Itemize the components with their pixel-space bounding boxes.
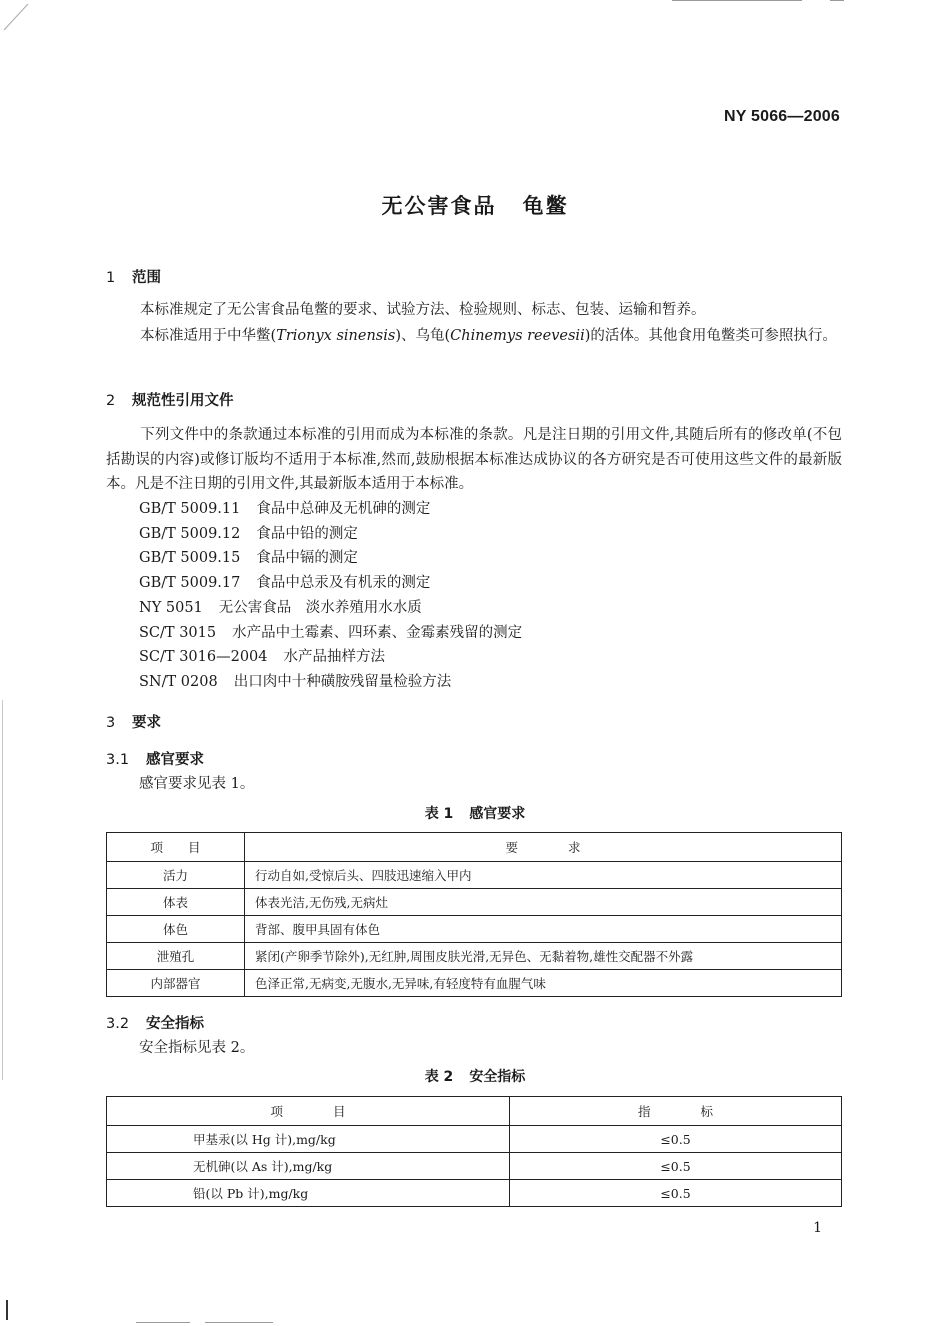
reference-code: SC/T 3015 — [139, 624, 217, 641]
row-requirement: 行动自如,受惊后头、四肢迅速缩入甲内 — [245, 862, 842, 889]
section-title: 规范性引用文件 — [132, 393, 234, 409]
section-title: 要求 — [132, 715, 161, 731]
reference-code: GB/T 5009.11 — [139, 501, 241, 517]
scope-text-2c: )的活体。其他食用龟鳖类可参照执行。 — [584, 328, 837, 344]
reference-item — [139, 621, 522, 646]
row-item: 体色 — [107, 916, 245, 943]
scope-paragraph-2 — [106, 324, 842, 349]
corner-scratch-mark — [0, 0, 40, 40]
row-item: 铅(以 Pb 计),mg/kg — [107, 1180, 510, 1207]
latin-name-chinemys: Chinemys reevesii — [450, 328, 585, 344]
scope-text-2a: 本标准适用于中华鳖( — [140, 328, 277, 344]
section-2-heading — [106, 389, 234, 410]
reference-item — [139, 497, 522, 522]
header-item: 项 目 — [107, 1097, 510, 1126]
reference-item — [139, 596, 522, 621]
row-item: 活力 — [107, 862, 245, 889]
bottom-scan-line — [136, 1322, 190, 1323]
reference-item — [139, 645, 522, 670]
latin-name-trionyx: Trionyx sinensis — [276, 328, 396, 344]
section-number: 3 — [106, 715, 116, 731]
section-3-2-heading — [106, 1012, 204, 1033]
row-value: ≤0.5 — [510, 1126, 842, 1153]
section-title: 安全指标 — [146, 1016, 204, 1032]
title-part-2: 龟鳖 — [522, 194, 569, 218]
row-requirement: 紧闭(产卵季节除外),无红肿,周围皮肤光滑,无异色、无黏着物,雄性交配器不外露 — [245, 943, 842, 970]
reference-title: 食品中总汞及有机汞的测定 — [256, 575, 431, 592]
reference-title: 无公害食品 淡水养殖用水水质 — [218, 599, 422, 616]
row-item: 泄殖孔 — [107, 943, 245, 970]
section-number: 2 — [106, 393, 116, 409]
document-title — [0, 190, 950, 220]
reference-code: SN/T 0208 — [139, 673, 218, 690]
table-header-row — [107, 833, 842, 862]
scope-paragraph-1 — [106, 298, 842, 323]
row-item: 甲基汞(以 Hg 计),mg/kg — [107, 1126, 510, 1153]
row-requirement: 体表光洁,无伤残,无病灶 — [245, 889, 842, 916]
section-title: 范围 — [132, 270, 161, 286]
reference-item — [139, 670, 522, 695]
reference-title: 出口肉中十种磺胺残留量检验方法 — [233, 673, 452, 690]
section-number: 3.2 — [106, 1016, 130, 1032]
table-2-caption — [0, 1066, 950, 1086]
reference-list — [139, 497, 522, 695]
title-part-1: 无公害食品 — [381, 194, 497, 218]
standard-number: NY 5066—2006 — [724, 108, 840, 125]
section-3-1-heading — [106, 748, 204, 769]
references-intro-text: 下列文件中的条款通过本标准的引用而成为本标准的条款。凡是注日期的引用文件,其随后所有的修改单(不包括勘误的内容)或修订版均不适用于本标准,然而,鼓励根据本标准达成协议的各方研究是否可使用这些文件的最新版本。凡是不注日期的引用文件,其最新版本适用于本标准。 — [106, 427, 842, 492]
section-number: 1 — [106, 270, 116, 286]
section-title: 感官要求 — [146, 752, 204, 768]
safety-intro: 安全指标见表 2。 — [139, 1040, 255, 1056]
row-value: ≤0.5 — [510, 1180, 842, 1207]
table-row — [107, 889, 842, 916]
left-scan-tick — [6, 1300, 8, 1320]
table-row — [107, 943, 842, 970]
table-row — [107, 862, 842, 889]
header-value: 指 标 — [510, 1097, 842, 1126]
table-1-number: 表 1 — [424, 806, 454, 822]
scope-text-1: 本标准规定了无公害食品龟鳖的要求、试验方法、检验规则、标志、包装、运输和暂养。 — [140, 302, 706, 318]
table-1-title: 感官要求 — [469, 806, 526, 822]
table-row — [107, 1153, 842, 1180]
scope-text-2b: )、乌龟( — [395, 328, 451, 344]
section-number: 3.1 — [106, 752, 130, 768]
page-number: 1 — [813, 1220, 822, 1236]
reference-code: GB/T 5009.15 — [139, 550, 241, 567]
table-2-title: 安全指标 — [469, 1069, 526, 1085]
reference-item — [139, 546, 522, 571]
table-row — [107, 1180, 842, 1207]
header-requirement: 要 求 — [245, 833, 842, 862]
row-item: 无机砷(以 As 计),mg/kg — [107, 1153, 510, 1180]
references-intro-paragraph — [106, 423, 842, 497]
table-2-number: 表 2 — [424, 1069, 454, 1085]
table-row — [107, 970, 842, 997]
table-header-row — [107, 1097, 842, 1126]
sensory-requirements-table — [106, 832, 842, 997]
top-scan-line-short — [830, 0, 844, 1]
reference-title: 水产品抽样方法 — [283, 649, 385, 666]
table-row — [107, 916, 842, 943]
reference-title: 食品中铅的测定 — [256, 525, 358, 542]
reference-code: GB/T 5009.12 — [139, 525, 241, 542]
row-requirement: 色泽正常,无病变,无腹水,无异味,有轻度特有血腥气味 — [245, 970, 842, 997]
reference-item — [139, 522, 522, 547]
reference-code: NY 5051 — [139, 599, 203, 616]
reference-title: 水产品中土霉素、四环素、金霉素残留的测定 — [232, 624, 523, 641]
reference-code: GB/T 5009.17 — [139, 575, 241, 592]
table-1-caption — [0, 803, 950, 823]
row-value: ≤0.5 — [510, 1153, 842, 1180]
section-1-heading — [106, 266, 161, 287]
reference-title: 食品中总砷及无机砷的测定 — [256, 501, 431, 517]
reference-code: SC/T 3016—2004 — [139, 649, 268, 666]
table-row — [107, 1126, 842, 1153]
section-3-heading — [106, 711, 161, 732]
reference-item — [139, 571, 522, 596]
header-item: 项 目 — [107, 833, 245, 862]
row-item: 体表 — [107, 889, 245, 916]
bottom-scan-line-2 — [205, 1322, 273, 1323]
sensory-intro: 感官要求见表 1。 — [139, 776, 255, 792]
reference-title: 食品中镉的测定 — [256, 550, 358, 567]
left-scan-line — [2, 700, 3, 1080]
row-item: 内部器官 — [107, 970, 245, 997]
top-scan-line — [672, 0, 802, 1]
row-requirement: 背部、腹甲具固有体色 — [245, 916, 842, 943]
safety-indicators-table — [106, 1096, 842, 1207]
